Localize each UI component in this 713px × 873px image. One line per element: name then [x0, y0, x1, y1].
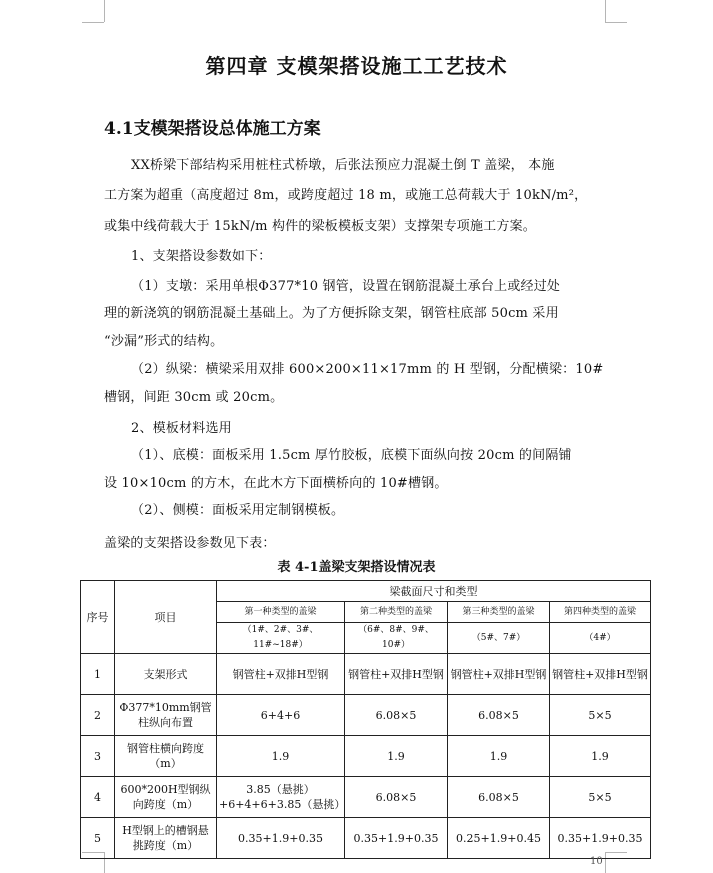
- cell-no: 3: [81, 736, 115, 777]
- body-line: 槽钢，间距 30cm 或 20cm。: [104, 390, 284, 405]
- crop-mark: [82, 22, 104, 23]
- body-line: “沙漏”形式的结构。: [104, 334, 224, 349]
- cell-value: 5×5: [550, 777, 651, 818]
- body-line: 1、支架搭设参数如下：: [131, 249, 272, 264]
- type-members: （1#、2#、3#、11#~18#）: [217, 623, 345, 654]
- body-line: （2）纵梁：横梁采用双排 600×200×11×17mm 的 H 型钢，分配横梁：10#: [131, 362, 604, 377]
- cell-value: 6.08×5: [345, 777, 448, 818]
- table-row: [81, 654, 651, 695]
- type-members: （6#、8#、9#、10#）: [345, 623, 448, 654]
- type-name: 第四种类型的盖梁: [550, 602, 651, 623]
- table-caption: 表 4-1盖梁支架搭设情况表: [277, 560, 436, 575]
- type-members: （5#、7#）: [448, 623, 550, 654]
- type-name: 第三种类型的盖梁: [448, 602, 550, 623]
- body-line: 设 10×10cm 的方木，在此木方下面横桥向的 10#槽钢。: [104, 476, 448, 491]
- cell-item: 600*200H型钢纵向跨度（m）: [115, 777, 217, 818]
- header-no: 序号: [81, 581, 115, 654]
- cell-value: 6.08×5: [345, 695, 448, 736]
- body-line: （2）、侧模：面板采用定制钢模板。: [131, 503, 345, 518]
- cell-value: 1.9: [345, 736, 448, 777]
- type-name: 第一种类型的盖梁: [217, 602, 345, 623]
- cell-value: 0.35+1.9+0.35: [550, 818, 651, 859]
- body-line: 2、模板材料选用: [131, 421, 232, 436]
- body-line: 盖梁的支架搭设参数见下表：: [104, 536, 276, 551]
- cell-item: 支架形式: [115, 654, 217, 695]
- table-row: [81, 777, 651, 818]
- crop-mark: [104, 0, 105, 22]
- body-line: （1）支墩：采用单根Φ377*10 钢管，设置在钢筋混凝土承台上或经过处: [131, 279, 561, 294]
- cell-value: 1.9: [217, 736, 345, 777]
- table-header-row: [81, 581, 651, 602]
- section-heading: 4.1支模架搭设总体施工方案: [104, 119, 321, 139]
- body-line: 或集中线荷载大于 15kN/m 构件的梁板模板支架）支撑架专项施工方案。: [104, 219, 536, 234]
- cell-value: 1.9: [550, 736, 651, 777]
- body-line: （1）、底模：面板采用 1.5cm 厚竹胶板，底模下面纵向按 20cm 的间隔铺: [131, 448, 572, 463]
- cell-value: 钢管柱+双排H型钢: [345, 654, 448, 695]
- chapter-title: 第四章 支模架搭设施工工艺技术: [205, 54, 508, 78]
- body-line: XX桥梁下部结构采用桩柱式桥墩，后张法预应力混凝土倒 T 盖梁， 本施: [131, 158, 555, 173]
- type-name: 第二种类型的盖梁: [345, 602, 448, 623]
- cell-value: 6.08×5: [448, 695, 550, 736]
- header-item: 项目: [115, 581, 217, 654]
- cell-value: 0.35+1.9+0.35: [217, 818, 345, 859]
- cell-value: 6.08×5: [448, 777, 550, 818]
- cell-value: 6+4+6: [217, 695, 345, 736]
- table-row: [81, 695, 651, 736]
- table-row: [81, 818, 651, 859]
- cell-value: 3.85（悬挑）+6+4+6+3.85（悬挑）: [217, 777, 345, 818]
- cell-value: 钢管柱+双排H型钢: [448, 654, 550, 695]
- cell-value: 钢管柱+双排H型钢: [217, 654, 345, 695]
- cell-no: 1: [81, 654, 115, 695]
- cell-item: 钢管柱横向跨度（m）: [115, 736, 217, 777]
- cell-no: 4: [81, 777, 115, 818]
- crop-mark: [605, 22, 627, 23]
- table-row: [81, 736, 651, 777]
- body-line: 理的新浇筑的钢筋混凝土基础上。为了方便拆除支架，钢管柱底部 50cm 采用: [104, 306, 559, 321]
- cell-no: 2: [81, 695, 115, 736]
- cell-value: 0.25+1.9+0.45: [448, 818, 550, 859]
- page-number: 10: [590, 856, 603, 867]
- cell-value: 0.35+1.9+0.35: [345, 818, 448, 859]
- body-line: 工方案为超重（高度超过 8m，或跨度超过 18 m，或施工总荷载大于 10kN/m²，: [104, 188, 588, 203]
- crop-mark: [605, 0, 606, 22]
- cell-item: H型钢上的槽钢悬挑跨度（m）: [115, 818, 217, 859]
- header-group: 梁截面尺寸和类型: [217, 581, 651, 602]
- cell-item: Φ377*10mm钢管柱纵向布置: [115, 695, 217, 736]
- cell-no: 5: [81, 818, 115, 859]
- cell-value: 1.9: [448, 736, 550, 777]
- beam-support-table: [80, 580, 651, 859]
- cell-value: 5×5: [550, 695, 651, 736]
- cell-value: 钢管柱+双排H型钢: [550, 654, 651, 695]
- type-members: （4#）: [550, 623, 651, 654]
